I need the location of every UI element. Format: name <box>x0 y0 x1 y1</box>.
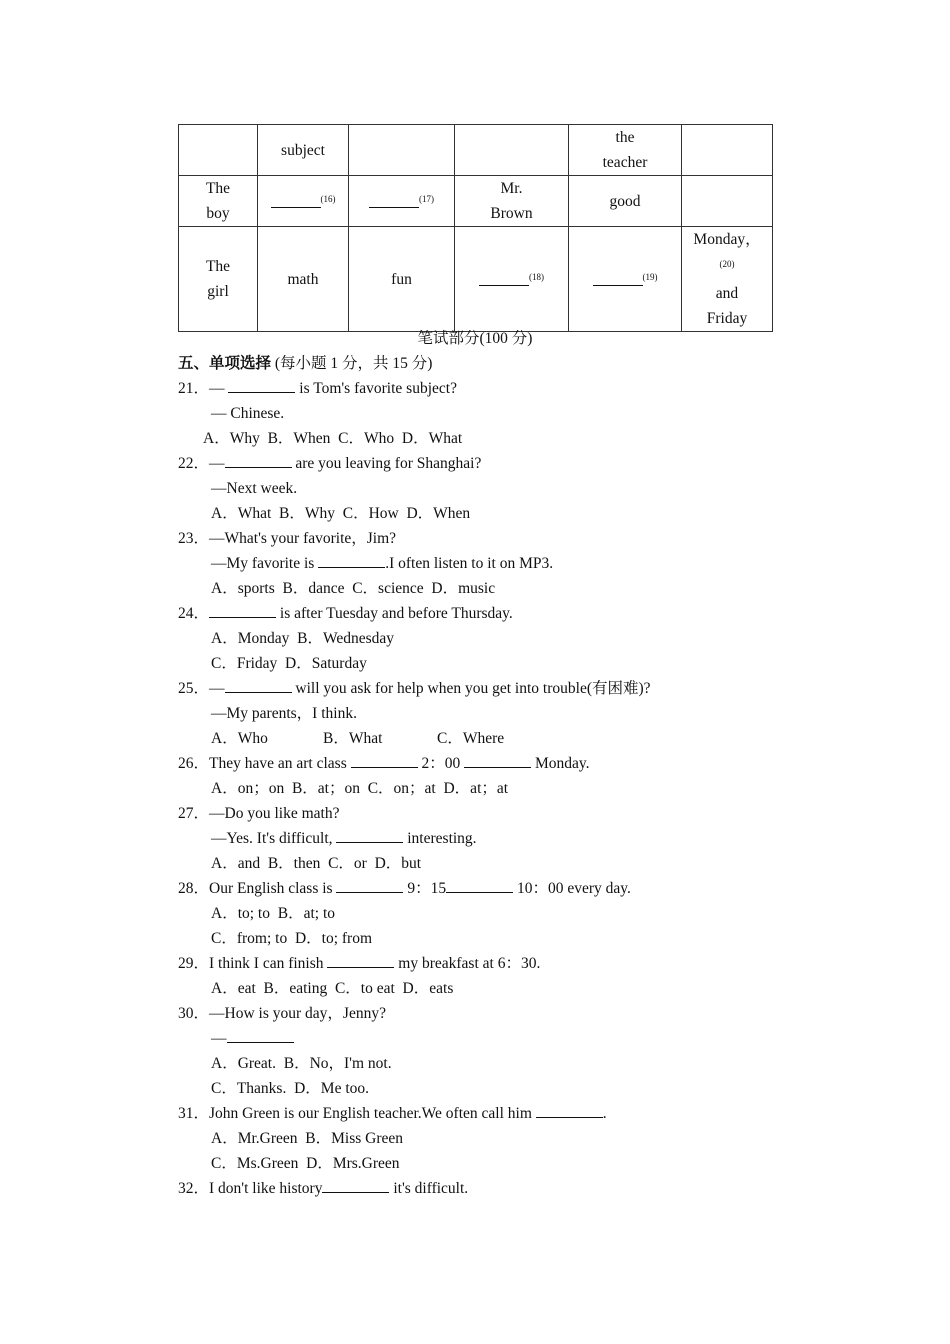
question-25 <box>178 676 651 701</box>
question-option-a: A．Who <box>211 730 268 747</box>
answer-blank[interactable] <box>369 193 419 208</box>
question-27 <box>178 801 339 826</box>
answer-blank[interactable] <box>228 377 295 393</box>
question-answer: —Next week. <box>211 480 298 497</box>
text-segment: 21． <box>178 380 210 397</box>
table-row <box>179 227 773 332</box>
table-cell <box>349 227 455 332</box>
text-segment: 27． <box>178 805 210 822</box>
question-32 <box>178 1176 468 1201</box>
section-heading <box>178 351 432 376</box>
heading-bold: 五、单项选择 <box>178 355 272 372</box>
table-cell <box>349 125 455 176</box>
table-cell <box>569 227 682 332</box>
text-segment: — <box>209 380 229 397</box>
text-segment: 24． <box>178 605 210 622</box>
cell-text: subject <box>281 141 325 159</box>
table-cell <box>179 176 258 227</box>
table-cell <box>569 176 682 227</box>
question-options: C．Friday D．Saturday <box>211 655 367 672</box>
blank-number: (16) <box>320 193 336 204</box>
question-option-b: B．What <box>323 730 383 747</box>
table-cell <box>258 176 349 227</box>
question-options: A．What B．Why C．How D．When <box>211 505 471 522</box>
text-segment: 28． <box>178 880 210 897</box>
cell-text: fun <box>391 270 412 288</box>
text-segment: 23． <box>178 530 210 547</box>
question-answer <box>211 826 477 851</box>
text-segment: —What's your favorite，Jim? <box>209 530 397 547</box>
answer-blank[interactable] <box>209 602 276 618</box>
text-segment: — <box>209 680 225 697</box>
cell-text: math <box>287 270 319 288</box>
text-segment: —Yes. It's difficult, <box>211 830 337 847</box>
text-segment: it's difficult. <box>389 1180 469 1197</box>
text-segment: 22． <box>178 455 210 472</box>
blank-number: (17) <box>419 193 434 204</box>
blank-number: (19) <box>642 271 658 282</box>
text-segment: .I often listen to it on MP3. <box>385 555 554 572</box>
answer-blank[interactable] <box>327 952 394 968</box>
table-cell <box>455 125 569 176</box>
answer-blank[interactable] <box>322 1177 389 1193</box>
text-segment: 26． <box>178 755 210 772</box>
question-answer: —My parents，I think. <box>211 705 357 722</box>
info-table <box>178 124 773 332</box>
text-segment: —How is your day，Jenny? <box>209 1005 386 1022</box>
text-segment: 9：15 <box>403 880 447 897</box>
table-cell <box>258 227 349 332</box>
table-cell <box>455 176 569 227</box>
text-segment: I don't like history <box>209 1180 323 1197</box>
answer-blank[interactable] <box>271 193 321 208</box>
question-options: A．Monday B．Wednesday <box>211 630 395 647</box>
question-options: C．Thanks. D．Me too. <box>211 1080 370 1097</box>
text-segment: 2：00 <box>417 755 465 772</box>
table-cell <box>349 176 455 227</box>
text-segment: —Do you like math? <box>209 805 340 822</box>
cell-text: Monday， <box>693 231 761 248</box>
question-options: C．Ms.Green D．Mrs.Green <box>211 1155 400 1172</box>
text-segment: . <box>602 1105 607 1122</box>
question-options: A．sports B．dance C．science D．music <box>211 580 496 597</box>
cell-text: The <box>205 258 231 275</box>
table-cell <box>569 125 682 176</box>
text-segment: interesting. <box>403 830 477 847</box>
question-options: A．Why B．When C．Who D．What <box>203 430 463 447</box>
text-segment: 10：00 every day. <box>513 880 631 897</box>
question-options: A．eat B．eating C．to eat D．eats <box>211 980 454 997</box>
text-segment: 29． <box>178 955 210 972</box>
answer-blank[interactable] <box>479 271 529 286</box>
section-title: 笔试部分(100 分) <box>417 330 533 347</box>
blank-number: (18) <box>529 271 544 282</box>
cell-text: the <box>615 129 635 146</box>
answer-blank[interactable] <box>225 677 292 693</box>
table-cell <box>682 176 773 227</box>
cell-text: girl <box>207 283 229 300</box>
text-segment: I think I can finish <box>209 955 328 972</box>
text-segment: 25． <box>178 680 210 697</box>
table-cell <box>682 227 773 332</box>
cell-text: good <box>609 192 641 210</box>
text-segment: — <box>211 1030 227 1047</box>
blank-number: (20) <box>719 259 735 269</box>
question-28 <box>178 876 631 901</box>
answer-blank[interactable] <box>225 452 292 468</box>
text-segment: are you leaving for Shanghai? <box>291 455 482 472</box>
text-segment: — <box>209 455 225 472</box>
question-23 <box>178 526 396 551</box>
cell-text: and <box>715 285 739 302</box>
text-segment: John Green is our English teacher.We often call him <box>209 1105 536 1122</box>
answer-blank[interactable] <box>351 752 418 768</box>
answer-blank[interactable] <box>593 271 643 286</box>
question-21 <box>178 376 457 401</box>
question-29 <box>178 951 540 976</box>
text-segment: 32． <box>178 1180 210 1197</box>
cell-text: Friday <box>706 310 748 327</box>
text-segment: 30． <box>178 1005 210 1022</box>
answer-blank[interactable] <box>318 552 385 568</box>
text-segment: Monday. <box>531 755 590 772</box>
question-22 <box>178 451 481 476</box>
question-30 <box>178 1001 386 1026</box>
table-cell <box>455 227 569 332</box>
text-segment: is after Tuesday and before Thursday. <box>276 605 513 622</box>
answer-blank[interactable] <box>464 752 531 768</box>
text-segment: will you ask for help when you get into trouble(有困难)? <box>291 680 651 697</box>
cell-text: teacher <box>602 154 648 171</box>
table-cell <box>179 227 258 332</box>
answer-blank[interactable] <box>536 1102 603 1118</box>
question-option-c: C．Where <box>437 730 505 747</box>
answer-blank[interactable] <box>227 1027 294 1043</box>
table-row <box>179 125 773 176</box>
question-options: C．from; to D．to; from <box>211 930 373 947</box>
question-options: A．on；on B．at；on C．on；at D．at；at <box>211 780 509 797</box>
table-row <box>179 176 773 227</box>
answer-blank[interactable] <box>446 877 513 893</box>
text-segment: —My favorite is <box>211 555 319 572</box>
text-segment: is Tom's favorite subject? <box>295 380 457 397</box>
question-answer: — Chinese. <box>211 405 285 422</box>
question-options: A．Great. B．No，I'm not. <box>211 1055 392 1072</box>
answer-blank[interactable] <box>336 827 403 843</box>
cell-text: Mr. <box>500 180 523 197</box>
question-options: A．and B．then C．or D．but <box>211 855 422 872</box>
table-cell <box>179 125 258 176</box>
question-options: A．to; to B．at; to <box>211 905 336 922</box>
cell-text: boy <box>206 205 230 222</box>
question-26 <box>178 751 590 776</box>
text-segment: They have an art class <box>209 755 351 772</box>
heading-note: (每小题 1 分，共 15 分) <box>271 355 433 372</box>
answer-blank[interactable] <box>336 877 403 893</box>
question-24 <box>178 601 513 626</box>
question-answer <box>211 551 553 576</box>
table-cell <box>258 125 349 176</box>
question-31 <box>178 1101 607 1126</box>
cell-text: The <box>205 180 231 197</box>
question-options: A．Mr.Green B．Miss Green <box>211 1130 404 1147</box>
table-cell <box>682 125 773 176</box>
text-segment: my breakfast at 6：30. <box>394 955 541 972</box>
text-segment: 31． <box>178 1105 210 1122</box>
text-segment: Our English class is <box>209 880 337 897</box>
question-answer <box>211 1026 294 1051</box>
cell-text: Brown <box>490 205 533 222</box>
